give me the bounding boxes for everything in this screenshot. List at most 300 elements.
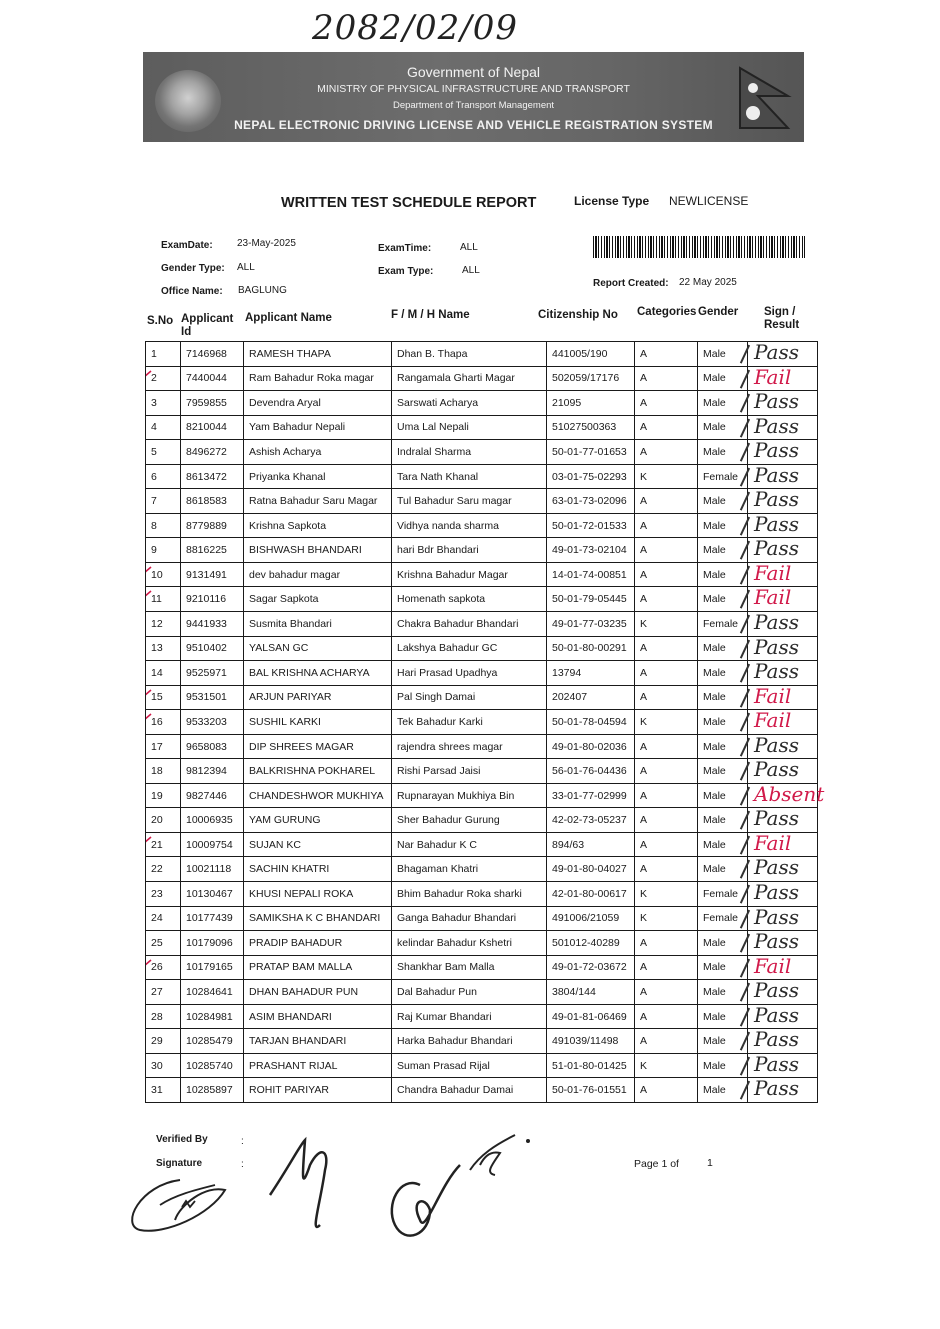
table-row: [146, 832, 818, 857]
cell-gender: Male: [698, 734, 748, 759]
cell-applicant-name: PRASHANT RIJAL: [244, 1053, 392, 1078]
col-header-applicant-id: Applicant Id: [181, 313, 234, 338]
cell-fmh-name: Chakra Bahadur Bhandari: [392, 612, 547, 637]
cell-applicant-name: Yam Bahadur Nepali: [244, 415, 392, 440]
exam-time-value: ALL: [460, 242, 478, 253]
cell-category: A: [635, 808, 698, 833]
cell-applicant-name: KHUSI NEPALI ROKA: [244, 882, 392, 907]
cell-category: A: [635, 857, 698, 882]
table-row: [146, 783, 818, 808]
cell-category: A: [635, 759, 698, 784]
cell-sno: 8: [146, 513, 181, 538]
cell-applicant-name: PRATAP BAM MALLA: [244, 955, 392, 980]
cell-category: A: [635, 955, 698, 980]
cell-citizenship: 894/63: [547, 832, 635, 857]
cell-sno: 3: [146, 391, 181, 416]
cell-gender: Male: [698, 538, 748, 563]
handwritten-result: Pass: [754, 978, 800, 1003]
cell-applicant-name: RAMESH THAPA: [244, 342, 392, 367]
cell-citizenship: 49-01-73-02104: [547, 538, 635, 563]
table-row: [146, 636, 818, 661]
table-row: [146, 612, 818, 637]
cell-applicant-id: 7146968: [181, 342, 244, 367]
cell-applicant-id: 10021118: [181, 857, 244, 882]
col-header-fmh-name: F / M / H Name: [391, 309, 470, 321]
exam-date-label: ExamDate:: [161, 240, 213, 251]
table-row: [146, 734, 818, 759]
cell-applicant-id: 10285479: [181, 1029, 244, 1054]
table-row: [146, 366, 818, 391]
cell-sno: 7: [146, 489, 181, 514]
cell-applicant-id: 10006935: [181, 808, 244, 833]
handwritten-result: Pass: [754, 757, 800, 782]
cell-applicant-name: SUJAN KC: [244, 832, 392, 857]
cell-applicant-name: YAM GURUNG: [244, 808, 392, 833]
cell-category: A: [635, 783, 698, 808]
cell-applicant-id: 10179096: [181, 931, 244, 956]
table-row: [146, 857, 818, 882]
cell-category: K: [635, 1053, 698, 1078]
cell-fmh-name: Bhim Bahadur Roka sharki: [392, 882, 547, 907]
cell-applicant-id: 9531501: [181, 685, 244, 710]
cell-applicant-name: ARJUN PARIYAR: [244, 685, 392, 710]
cell-fmh-name: Sher Bahadur Gurung: [392, 808, 547, 833]
cell-citizenship: 202407: [547, 685, 635, 710]
cell-category: A: [635, 661, 698, 686]
cell-citizenship: 50-01-80-00291: [547, 636, 635, 661]
handwritten-result: Fail: [754, 830, 792, 855]
table-row: [146, 710, 818, 735]
handwritten-result: Fail: [754, 364, 792, 389]
cell-sno: 1: [146, 342, 181, 367]
handwritten-result: Pass: [754, 732, 800, 757]
cell-category: K: [635, 882, 698, 907]
table-row: [146, 391, 818, 416]
cell-sno: 21: [146, 832, 181, 857]
cell-gender: Male: [698, 1053, 748, 1078]
handwritten-date: 2082/02/09: [312, 8, 518, 48]
cell-category: A: [635, 587, 698, 612]
cell-gender: Male: [698, 1029, 748, 1054]
handwritten-result: Fail: [754, 683, 792, 708]
signature-colon: :: [241, 1159, 244, 1170]
cell-gender: Female: [698, 906, 748, 931]
cell-gender: Male: [698, 661, 748, 686]
handwritten-result: Pass: [754, 487, 800, 512]
license-type-value: NEWLICENSE: [669, 194, 749, 208]
cell-applicant-id: 9510402: [181, 636, 244, 661]
cell-applicant-name: DIP SHREES MAGAR: [244, 734, 392, 759]
banner-system-name: NEPAL ELECTRONIC DRIVING LICENSE AND VEHICLE REGISTRATION SYSTEM: [234, 118, 713, 132]
cell-fmh-name: Krishna Bahadur Magar: [392, 562, 547, 587]
cell-category: K: [635, 710, 698, 735]
cell-citizenship: 14-01-74-00851: [547, 562, 635, 587]
schedule-table-body: [146, 340, 825, 1103]
cell-category: A: [635, 562, 698, 587]
cell-gender: Male: [698, 857, 748, 882]
handwritten-result: Absent: [754, 781, 825, 806]
cell-applicant-name: YALSAN GC: [244, 636, 392, 661]
cell-citizenship: 49-01-72-03672: [547, 955, 635, 980]
cell-gender: Male: [698, 1078, 748, 1103]
gender-type-value: ALL: [237, 262, 255, 273]
cell-gender: Male: [698, 415, 748, 440]
red-tick-mark-icon: [146, 590, 153, 604]
red-tick-mark-icon: [146, 566, 153, 580]
cell-applicant-name: Ratna Bahadur Saru Magar: [244, 489, 392, 514]
table-row: [146, 906, 818, 931]
cell-applicant-id: 9441933: [181, 612, 244, 637]
cell-fmh-name: rajendra shrees magar: [392, 734, 547, 759]
cell-applicant-name: BISHWASH BHANDARI: [244, 538, 392, 563]
handwritten-result: Pass: [754, 1076, 800, 1101]
cell-applicant-name: ASIM BHANDARI: [244, 1004, 392, 1029]
cell-sno: 22: [146, 857, 181, 882]
cell-applicant-name: dev bahadur magar: [244, 562, 392, 587]
cell-citizenship: 502059/17176: [547, 366, 635, 391]
cell-applicant-id: 10285897: [181, 1078, 244, 1103]
table-row: [146, 931, 818, 956]
report-created-value: 22 May 2025: [679, 277, 737, 288]
cell-gender: Male: [698, 342, 748, 367]
cell-fmh-name: Rangamala Gharti Magar: [392, 366, 547, 391]
cell-category: A: [635, 342, 698, 367]
cell-applicant-id: 8618583: [181, 489, 244, 514]
cell-category: A: [635, 538, 698, 563]
cell-applicant-id: 10009754: [181, 832, 244, 857]
cell-applicant-name: ROHIT PARIYAR: [244, 1078, 392, 1103]
cell-citizenship: 13794: [547, 661, 635, 686]
cell-gender: Female: [698, 612, 748, 637]
cell-gender: Male: [698, 489, 748, 514]
banner-department: Department of Transport Management: [392, 100, 555, 111]
cell-applicant-name: Ashish Acharya: [244, 440, 392, 465]
cell-fmh-name: Sarswati Acharya: [392, 391, 547, 416]
cell-fmh-name: Shankhar Bam Malla: [392, 955, 547, 980]
cell-applicant-name: DHAN BAHADUR PUN: [244, 980, 392, 1005]
cell-category: K: [635, 612, 698, 637]
handwritten-result: Pass: [754, 340, 800, 364]
cell-sno: 28: [146, 1004, 181, 1029]
cell-applicant-name: SAMIKSHA K C BHANDARI: [244, 906, 392, 931]
cell-category: A: [635, 440, 698, 465]
col-header-citizenship: Citizenship No: [538, 309, 618, 321]
cell-category: A: [635, 1078, 698, 1103]
cell-sno: 19: [146, 783, 181, 808]
cell-fmh-name: Tek Bahadur Karki: [392, 710, 547, 735]
handwritten-result: Pass: [754, 929, 800, 954]
cell-sno: 14: [146, 661, 181, 686]
cell-citizenship: 49-01-80-04027: [547, 857, 635, 882]
signature-label: Signature: [156, 1158, 203, 1169]
cell-applicant-id: 8210044: [181, 415, 244, 440]
table-row: [146, 808, 818, 833]
handwritten-result: Pass: [754, 904, 800, 929]
table-row: [146, 1053, 818, 1078]
cell-category: A: [635, 1004, 698, 1029]
cell-gender: Male: [698, 980, 748, 1005]
cell-citizenship: 51027500363: [547, 415, 635, 440]
cell-sno: 11: [146, 587, 181, 612]
cell-fmh-name: Suman Prasad Rijal: [392, 1053, 547, 1078]
table-row: [146, 1004, 818, 1029]
table-row: [146, 415, 818, 440]
cell-citizenship: 49-01-80-02036: [547, 734, 635, 759]
cell-citizenship: 50-01-76-01551: [547, 1078, 635, 1103]
cell-sno: 23: [146, 882, 181, 907]
cell-sno: 16: [146, 710, 181, 735]
cell-gender: Male: [698, 440, 748, 465]
handwritten-result: Pass: [754, 610, 800, 635]
cell-citizenship: 21095: [547, 391, 635, 416]
cell-applicant-id: 9827446: [181, 783, 244, 808]
cell-sno: 30: [146, 1053, 181, 1078]
cell-fmh-name: Tara Nath Khanal: [392, 464, 547, 489]
cell-gender: Male: [698, 710, 748, 735]
cell-citizenship: 501012-40289: [547, 931, 635, 956]
cell-applicant-name: SUSHIL KARKI: [244, 710, 392, 735]
cell-fmh-name: Vidhya nanda sharma: [392, 513, 547, 538]
cell-applicant-name: PRADIP BAHADUR: [244, 931, 392, 956]
office-name-value: BAGLUNG: [238, 285, 287, 296]
cell-sno: 25: [146, 931, 181, 956]
cell-citizenship: 491006/21059: [547, 906, 635, 931]
table-row: [146, 1029, 818, 1054]
cell-applicant-name: Devendra Aryal: [244, 391, 392, 416]
cell-applicant-name: Sagar Sapkota: [244, 587, 392, 612]
cell-gender: Male: [698, 808, 748, 833]
page-label: Page 1 of: [634, 1158, 679, 1170]
red-tick-mark-icon: [146, 713, 153, 727]
table-row: [146, 1078, 818, 1103]
cell-fmh-name: Indralal Sharma: [392, 440, 547, 465]
cell-applicant-name: Priyanka Khanal: [244, 464, 392, 489]
red-tick-mark-icon: [146, 959, 153, 973]
cell-sno: 20: [146, 808, 181, 833]
table-row: [146, 955, 818, 980]
cell-fmh-name: Chandra Bahadur Damai: [392, 1078, 547, 1103]
handwritten-result: Pass: [754, 1051, 800, 1076]
red-tick-mark-icon: [146, 370, 153, 384]
cell-citizenship: 3804/144: [547, 980, 635, 1005]
handwritten-result: Pass: [754, 806, 800, 831]
cell-gender: Male: [698, 587, 748, 612]
schedule-table: [145, 340, 825, 1103]
cell-applicant-name: CHANDESHWOR MUKHIYA: [244, 783, 392, 808]
col-header-sno: S.No: [147, 315, 174, 327]
cell-applicant-name: Ram Bahadur Roka magar: [244, 366, 392, 391]
table-row: [146, 464, 818, 489]
cell-sno: 5: [146, 440, 181, 465]
cell-applicant-id: 10130467: [181, 882, 244, 907]
cell-sno: 4: [146, 415, 181, 440]
cell-gender: Female: [698, 882, 748, 907]
cell-category: A: [635, 734, 698, 759]
red-tick-mark-icon: [146, 689, 153, 703]
cell-category: A: [635, 931, 698, 956]
cell-sno: 31: [146, 1078, 181, 1103]
table-row: [146, 980, 818, 1005]
exam-type-value: ALL: [462, 265, 480, 276]
cell-citizenship: 441005/190: [547, 342, 635, 367]
cell-applicant-id: 10285740: [181, 1053, 244, 1078]
handwritten-result: Pass: [754, 413, 800, 438]
cell-sno: 27: [146, 980, 181, 1005]
handwritten-result: Pass: [754, 511, 800, 536]
table-row: [146, 489, 818, 514]
table-row: [146, 342, 818, 367]
verified-by-label: Verified By: [156, 1134, 208, 1145]
handwritten-result: Pass: [754, 1002, 800, 1027]
table-row: [146, 562, 818, 587]
cell-fmh-name: Nar Bahadur K C: [392, 832, 547, 857]
header-banner: [143, 52, 804, 142]
report-created-label: Report Created:: [593, 278, 669, 289]
cell-category: A: [635, 980, 698, 1005]
cell-gender: Male: [698, 783, 748, 808]
cell-gender: Male: [698, 562, 748, 587]
red-tick-mark-icon: [146, 836, 153, 850]
cell-applicant-id: 9658083: [181, 734, 244, 759]
cell-fmh-name: Ganga Bahadur Bhandari: [392, 906, 547, 931]
cell-fmh-name: Dhan B. Thapa: [392, 342, 547, 367]
cell-category: A: [635, 636, 698, 661]
cell-citizenship: 491039/11498: [547, 1029, 635, 1054]
cell-applicant-id: 9210116: [181, 587, 244, 612]
cell-category: K: [635, 464, 698, 489]
cell-gender: Male: [698, 636, 748, 661]
handwritten-result: Pass: [754, 462, 800, 487]
exam-type-label: Exam Type:: [378, 266, 434, 277]
cell-applicant-id: 8496272: [181, 440, 244, 465]
cell-applicant-id: 7440044: [181, 366, 244, 391]
cell-sno: 2: [146, 366, 181, 391]
cell-applicant-name: TARJAN BHANDARI: [244, 1029, 392, 1054]
cell-applicant-name: BALKRISHNA POKHAREL: [244, 759, 392, 784]
cell-gender: Male: [698, 366, 748, 391]
license-type-label: License Type: [574, 194, 650, 208]
cell-sno: 18: [146, 759, 181, 784]
cell-fmh-name: Raj Kumar Bhandari: [392, 1004, 547, 1029]
cell-sno: 10: [146, 562, 181, 587]
handwritten-result: Pass: [754, 438, 800, 463]
cell-gender: Male: [698, 685, 748, 710]
cell-gender: Male: [698, 931, 748, 956]
cell-category: A: [635, 832, 698, 857]
table-row: [146, 882, 818, 907]
cell-fmh-name: kelindar Bahadur Kshetri: [392, 931, 547, 956]
table-row: [146, 685, 818, 710]
cell-applicant-name: BAL KRISHNA ACHARYA: [244, 661, 392, 686]
col-header-applicant-name: Applicant Name: [245, 312, 332, 324]
cell-category: A: [635, 513, 698, 538]
cell-citizenship: 42-01-80-00617: [547, 882, 635, 907]
cell-sno: 17: [146, 734, 181, 759]
handwritten-result: Pass: [754, 659, 800, 684]
cell-applicant-id: 9525971: [181, 661, 244, 686]
cell-fmh-name: Uma Lal Nepali: [392, 415, 547, 440]
cell-fmh-name: Hari Prasad Upadhya: [392, 661, 547, 686]
cell-applicant-id: 8779889: [181, 513, 244, 538]
cell-fmh-name: hari Bdr Bhandari: [392, 538, 547, 563]
cell-gender: Male: [698, 955, 748, 980]
cell-fmh-name: Dal Bahadur Pun: [392, 980, 547, 1005]
handwritten-result: Pass: [754, 855, 800, 880]
handwritten-result: Pass: [754, 1027, 800, 1052]
cell-gender: Female: [698, 464, 748, 489]
cell-gender: Male: [698, 832, 748, 857]
handwritten-result: Pass: [754, 880, 800, 905]
report-title: WRITTEN TEST SCHEDULE REPORT: [281, 195, 537, 211]
col-header-categories: Categories: [637, 306, 697, 318]
cell-citizenship: 56-01-76-04436: [547, 759, 635, 784]
cell-applicant-id: 10177439: [181, 906, 244, 931]
cell-applicant-id: 8613472: [181, 464, 244, 489]
cell-category: A: [635, 1029, 698, 1054]
handwritten-result: Fail: [754, 953, 792, 978]
cell-category: K: [635, 906, 698, 931]
cell-sno: 12: [146, 612, 181, 637]
cell-fmh-name: Rupnarayan Mukhiya Bin: [392, 783, 547, 808]
cell-category: A: [635, 366, 698, 391]
table-row: [146, 538, 818, 563]
cell-gender: Male: [698, 759, 748, 784]
table-row: [146, 440, 818, 465]
col-header-gender: Gender: [698, 306, 739, 318]
cell-sno: 13: [146, 636, 181, 661]
cell-gender: Male: [698, 513, 748, 538]
cell-fmh-name: Bhagaman Khatri: [392, 857, 547, 882]
banner-ministry: MINISTRY OF PHYSICAL INFRASTRUCTURE AND TRANSPORT: [317, 83, 630, 95]
table-row: [146, 759, 818, 784]
handwritten-result: Fail: [754, 560, 792, 585]
cell-sno: 24: [146, 906, 181, 931]
handwritten-result: Pass: [754, 536, 800, 561]
cell-applicant-id: 9533203: [181, 710, 244, 735]
exam-date-value: 23-May-2025: [237, 238, 296, 249]
cell-applicant-id: 9812394: [181, 759, 244, 784]
office-name-label: Office Name:: [161, 286, 223, 297]
verified-by-colon: :: [241, 1136, 244, 1147]
cell-applicant-id: 10284981: [181, 1004, 244, 1029]
cell-sno: 26: [146, 955, 181, 980]
handwritten-signatures: [120, 1125, 540, 1255]
table-row: [146, 513, 818, 538]
cell-citizenship: 49-01-77-03235: [547, 612, 635, 637]
cell-applicant-id: 7959855: [181, 391, 244, 416]
cell-fmh-name: Pal Singh Damai: [392, 685, 547, 710]
cell-gender: Male: [698, 1004, 748, 1029]
cell-applicant-id: 8816225: [181, 538, 244, 563]
handwritten-result: Fail: [754, 708, 792, 733]
cell-applicant-id: 10179165: [181, 955, 244, 980]
cell-citizenship: 50-01-72-01533: [547, 513, 635, 538]
cell-applicant-id: 9131491: [181, 562, 244, 587]
cell-sno: 15: [146, 685, 181, 710]
cell-category: A: [635, 685, 698, 710]
banner-government: Government of Nepal: [406, 64, 541, 80]
cell-category: A: [635, 415, 698, 440]
page-total: 1: [707, 1157, 713, 1169]
cell-category: A: [635, 489, 698, 514]
gender-type-label: Gender Type:: [161, 263, 225, 274]
handwritten-result: Pass: [754, 634, 800, 659]
exam-time-label: ExamTime:: [378, 243, 432, 254]
cell-citizenship: 50-01-78-04594: [547, 710, 635, 735]
table-row: [146, 587, 818, 612]
cell-gender: Male: [698, 391, 748, 416]
table-row: [146, 661, 818, 686]
